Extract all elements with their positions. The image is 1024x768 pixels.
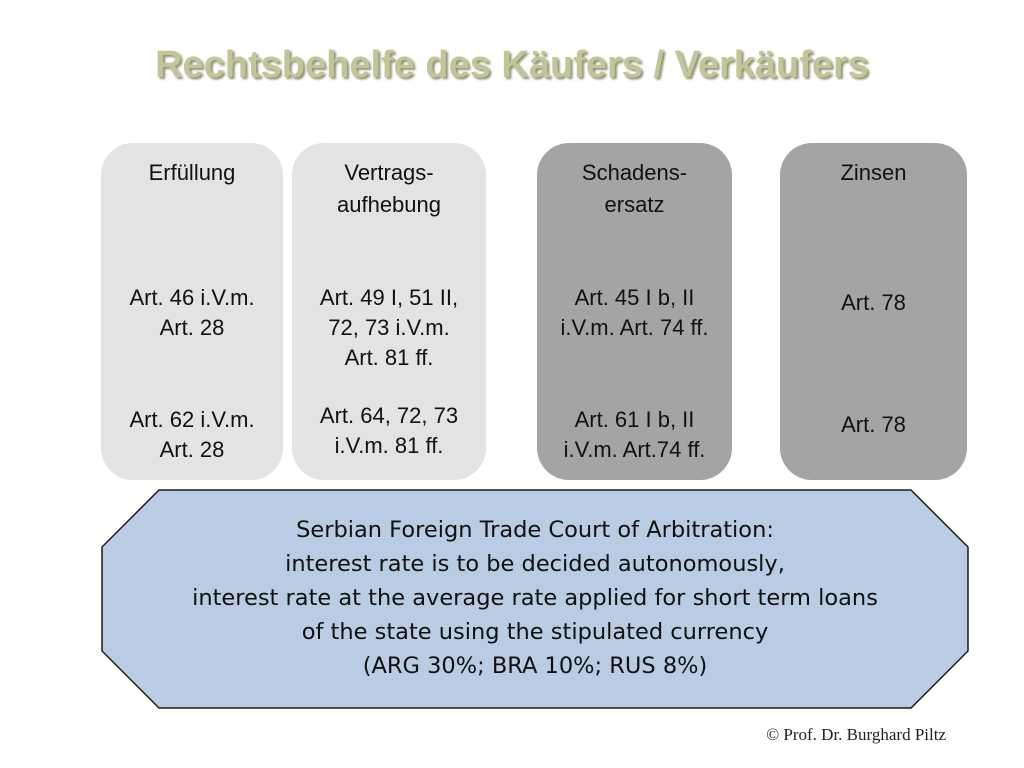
remedy-box-avoidance xyxy=(292,143,486,480)
remedy-seller-articles: Art. 61 I b, II i.V.m. Art.74 ff. xyxy=(563,407,706,462)
copyright-credit: © Prof. Dr. Burghard Piltz xyxy=(766,725,946,744)
remedy-heading: Vertrags- aufhebung xyxy=(337,160,441,217)
remedy-heading: Zinsen xyxy=(840,160,907,185)
slide-title: Rechtsbehelfe des Käufers / Verkäufers xyxy=(155,44,869,86)
remedy-buyer-articles: Art. 45 I b, II i.V.m. Art. 74 ff. xyxy=(560,285,709,340)
arbitration-note-text: Serbian Foreign Trade Court of Arbitration: interest rate is to be decided autonomously, interest rate at the average rate applied for short term loans of the state using the stipulated currency (ARG 30%; BRA 10%; RUS 8%) xyxy=(192,517,878,679)
remedy-box-damages xyxy=(537,143,732,480)
remedy-buyer-articles: Art. 46 i.V.m. Art. 28 xyxy=(129,285,255,340)
remedy-heading: Erfüllung xyxy=(148,160,236,185)
remedy-box-interest xyxy=(780,143,967,480)
remedy-seller-articles: Art. 78 xyxy=(841,412,906,437)
remedy-box-performance xyxy=(101,143,283,480)
remedy-buyer-articles: Art. 49 I, 51 II, 72, 73 i.V.m. Art. 81 ff. xyxy=(319,285,459,370)
arbitration-note xyxy=(101,489,969,709)
remedy-seller-articles: Art. 64, 72, 73 i.V.m. 81 ff. xyxy=(319,403,459,458)
remedy-heading: Schadens- ersatz xyxy=(581,160,688,217)
remedy-seller-articles: Art. 62 i.V.m. Art. 28 xyxy=(129,407,255,462)
remedy-buyer-articles: Art. 78 xyxy=(841,290,906,315)
